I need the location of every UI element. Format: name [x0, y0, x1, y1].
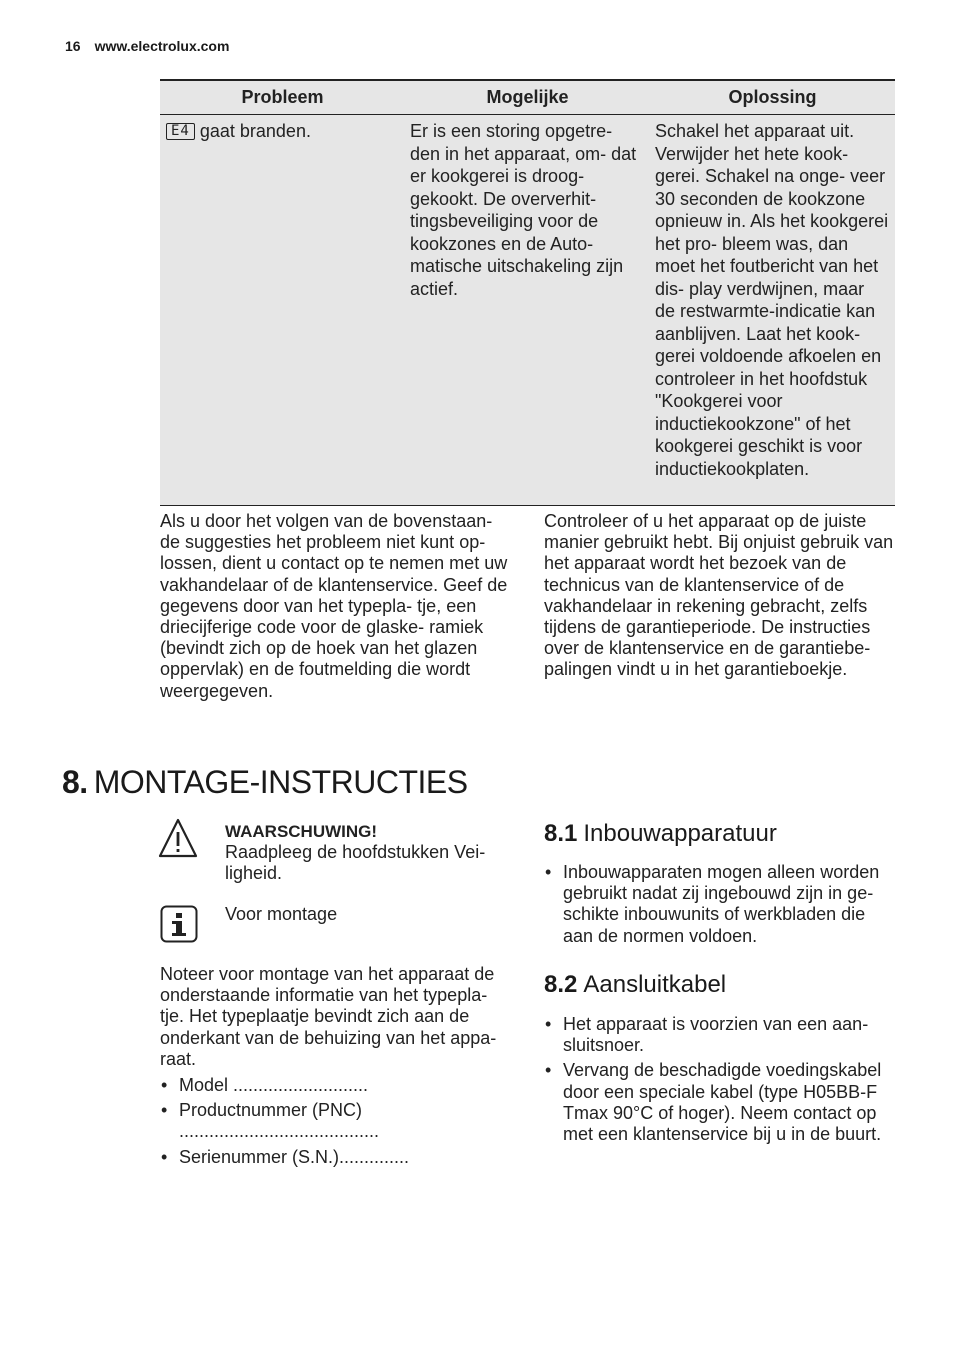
warning-icon [158, 817, 198, 864]
cause-cell: Er is een storing opgetre- den in het apparaat, om- dat er kookgerei is droog- gekookt. De oververhit- tingsbeveiliging voor de kookzones en de Auto- matische uitschakeling zijn actief. [410, 121, 637, 299]
table-header [160, 81, 895, 115]
table-row [160, 115, 895, 506]
section-title [62, 764, 468, 801]
column-header-solution: Oplossing [728, 87, 817, 107]
warning-text: Raadpleeg de hoofdstukken Vei- ligheid. [225, 842, 486, 884]
list-item: • Het apparaat is voorzien van een aan- sluitsnoer. [544, 1014, 896, 1056]
problem-text: gaat branden. [199, 121, 311, 141]
warranty-paragraph: Controleer of u het apparaat op de juiste manier gebruikt hebt. Bij onjuist gebruik van het apparaat wordt het bezoek van de technicus van de klantenservice of de vakhandelaar in rekening gebracht, zelfs tijdens de garantieperiode. De instructies over de klantenservice en de garantiebe- palingen vindt u in het garantieboekje. [544, 511, 894, 680]
display-code-icon: E4 [166, 123, 195, 140]
warning-block [225, 821, 505, 885]
page-header [65, 38, 229, 54]
column-header-problem: Probleem [241, 87, 324, 107]
section-title-text: MONTAGE-INSTRUCTIES [93, 764, 468, 800]
warning-heading: WAARSCHUWING! [225, 822, 378, 841]
subsection-title-text: Inbouwapparatuur [583, 820, 777, 847]
subsection-number: 8.1 [544, 820, 578, 847]
list-item: • Productnummer (PNC) ........................................ [160, 1100, 419, 1142]
problem-cell [160, 115, 405, 505]
typeplate-list [160, 1075, 460, 1172]
builtin-list [544, 862, 896, 951]
column-header-cause: Mogelijke [486, 87, 569, 107]
contact-paragraph: Als u door het volgen van de bovenstaan- de suggesties het probleem niet kunt op- lossen, dient u contact op te nemen met uw vakhandelaar of de klantenservice. Geef de gegevens door van het typepla- tje, een driecijferige code voor de glaske- ramiek (bevindt zich op de hoek van het glazen oppervlak) en de foutmelding die wordt weergegeven. [160, 511, 508, 701]
page-number: 16 [65, 38, 81, 54]
typeplate-intro: Noteer voor montage van het apparaat de onderstaande informatie van het typepla- tje. Het typeplaatje bevindt zich aan de onderkant van de behuizing van het appa- raat. [160, 964, 497, 1069]
subsection-title-8-2 [544, 971, 726, 999]
subsection-number: 8.2 [544, 971, 578, 998]
site-url: www.electrolux.com [94, 38, 230, 54]
info-icon [160, 905, 198, 948]
subsection-title-8-1 [544, 820, 777, 848]
section-number: 8. [62, 764, 88, 800]
list-item: • Inbouwapparaten mogen alleen worden gebruikt nadat zij ingebouwd zijn in ge- schikte inbouwunits of werkbladen die aan de normen voldoen. [544, 862, 896, 947]
cable-list [544, 1014, 896, 1149]
list-item: • Model ........................... [160, 1075, 460, 1096]
subsection-title-text: Aansluitkabel [583, 971, 727, 998]
list-item: • Vervang de beschadigde voedingskabel door een speciale kabel (type H05BB-F Tmax 90°C of hoger). Neem contact op met een klantenservice bij u in de buurt. [544, 1060, 896, 1145]
list-item: • Serienummer (S.N.).............. [160, 1147, 460, 1168]
info-text: Voor montage [225, 904, 338, 924]
solution-cell: Schakel het apparaat uit. Verwijder het hete kook- gerei. Schakel na onge- veer 30 seconden de kookzone opnieuw in. Als het kookgerei het pro- bleem was, dan moet het foutbericht van het dis- play verdwijnen, maar de restwarmte-indicatie kan aanblijven. Laat het kook- gerei voldoende afkoelen en controleer in het hoofdstuk "Kookgerei voor inductiekookzone" of het kookgerei geschikt is voor inductiekookplaten. [655, 121, 889, 479]
troubleshooting-table [160, 79, 895, 506]
